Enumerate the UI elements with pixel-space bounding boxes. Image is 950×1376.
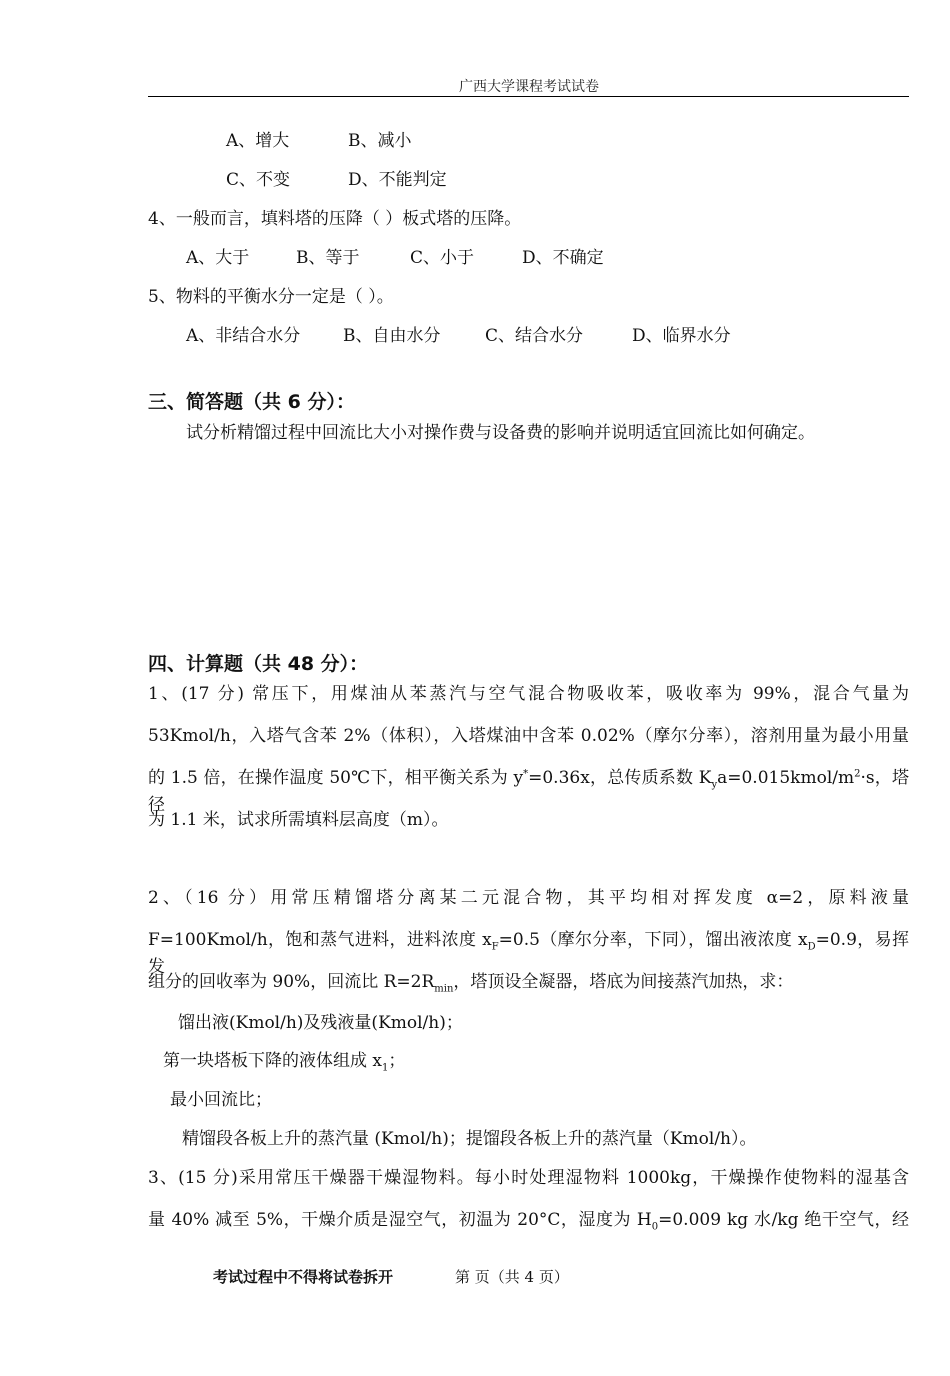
footer-page-number: 第 页（共 4 页） [455,1268,569,1286]
p1-line3: 的 1.5 倍，在操作温度 50℃下，相平衡关系为 y*=0.36x，总传质系数 $K_ya=0.015kmol/m^2\cdot s$，塔径 [148,768,909,816]
page-header-title: 广西大学课程考试试卷 [459,79,599,95]
p2-line1: 2、（16 分）用常压精馏塔分离某二元混合物，其平均相对挥发度 α=2，原料液量 [148,888,909,908]
section3-title: 三、简答题（共 6 分）： [148,391,355,413]
q4-stem: 4、一般而言，填料塔的压降（ ）板式塔的压降。 [148,209,522,229]
p1-line4: 为 1.1 米，试求所需填料层高度（m）。 [148,810,449,830]
p1-line2: 53Kmol/h，入塔气含苯 2%（体积），入塔煤油中含苯 0.02%（摩尔分率），溶剂用量为最小用量 [148,726,909,746]
p2-subquestion-3: 最小回流比； [170,1090,272,1110]
p2-line3: 组分的回收率为 90%，回流比 $R=2R_{min}$，塔顶设全凝器，塔底为间接蒸汽加热，求： [148,972,794,995]
q5-option-d: D、临界水分 [632,326,731,346]
q4-option-a: A、大于 [186,248,250,268]
p2-subquestion-1: 馏出液(Kmol/h)及残液量(Kmol/h)； [178,1013,463,1033]
q3-option-b: B、减小 [348,131,412,151]
p2-subquestion-2: 第一块塔板下降的液体组成 $x_1$； [163,1051,406,1074]
q4-option-d: D、不确定 [522,248,604,268]
q5-option-b: B、自由水分 [343,326,441,346]
header-rule [148,96,909,97]
p3-line2: 量 40% 减至 5%，干燥介质是湿空气，初温为 20°C，湿度为 $H_0=0.009$ kg 水/kg 绝干空气，经 [148,1210,909,1233]
section4-title: 四、计算题（共 48 分）： [148,653,369,675]
q5-option-c: C、结合水分 [485,326,584,346]
footer-notice: 考试过程中不得将试卷拆开 [213,1268,394,1286]
q3-option-c: C、不变 [226,170,291,190]
p2-line2: F=100Kmol/h，饱和蒸气进料，进料浓度 $x_F=0.5$（摩尔分率，下同），馏出液浓度 $x_D=0.9$，易挥发 [148,930,909,978]
q5-option-a: A、非结合水分 [186,326,301,346]
q3-option-d: D、不能判定 [348,170,447,190]
q3-option-a: A、增大 [226,131,290,151]
q5-stem: 5、物料的平衡水分一定是（ ）。 [148,287,394,307]
p3-line1: 3、(15 分)采用常压干燥器干燥湿物料。每小时处理湿物料 1000kg，干燥操作使物料的湿基含 [148,1168,909,1188]
p2-subquestion-4: 精馏段各板上升的蒸汽量 (Kmol/h)；提馏段各板上升的蒸汽量（Kmol/h）。 [182,1129,757,1149]
section3-question: 试分析精馏过程中回流比大小对操作费与设备费的影响并说明适宜回流比如何确定。 [186,423,815,443]
q4-option-c: C、小于 [410,248,475,268]
p1-line1: 1、(17 分) 常压下，用煤油从苯蒸汽与空气混合物吸收苯，吸收率为 99%，混合气量为 [148,684,909,704]
q4-option-b: B、等于 [296,248,360,268]
